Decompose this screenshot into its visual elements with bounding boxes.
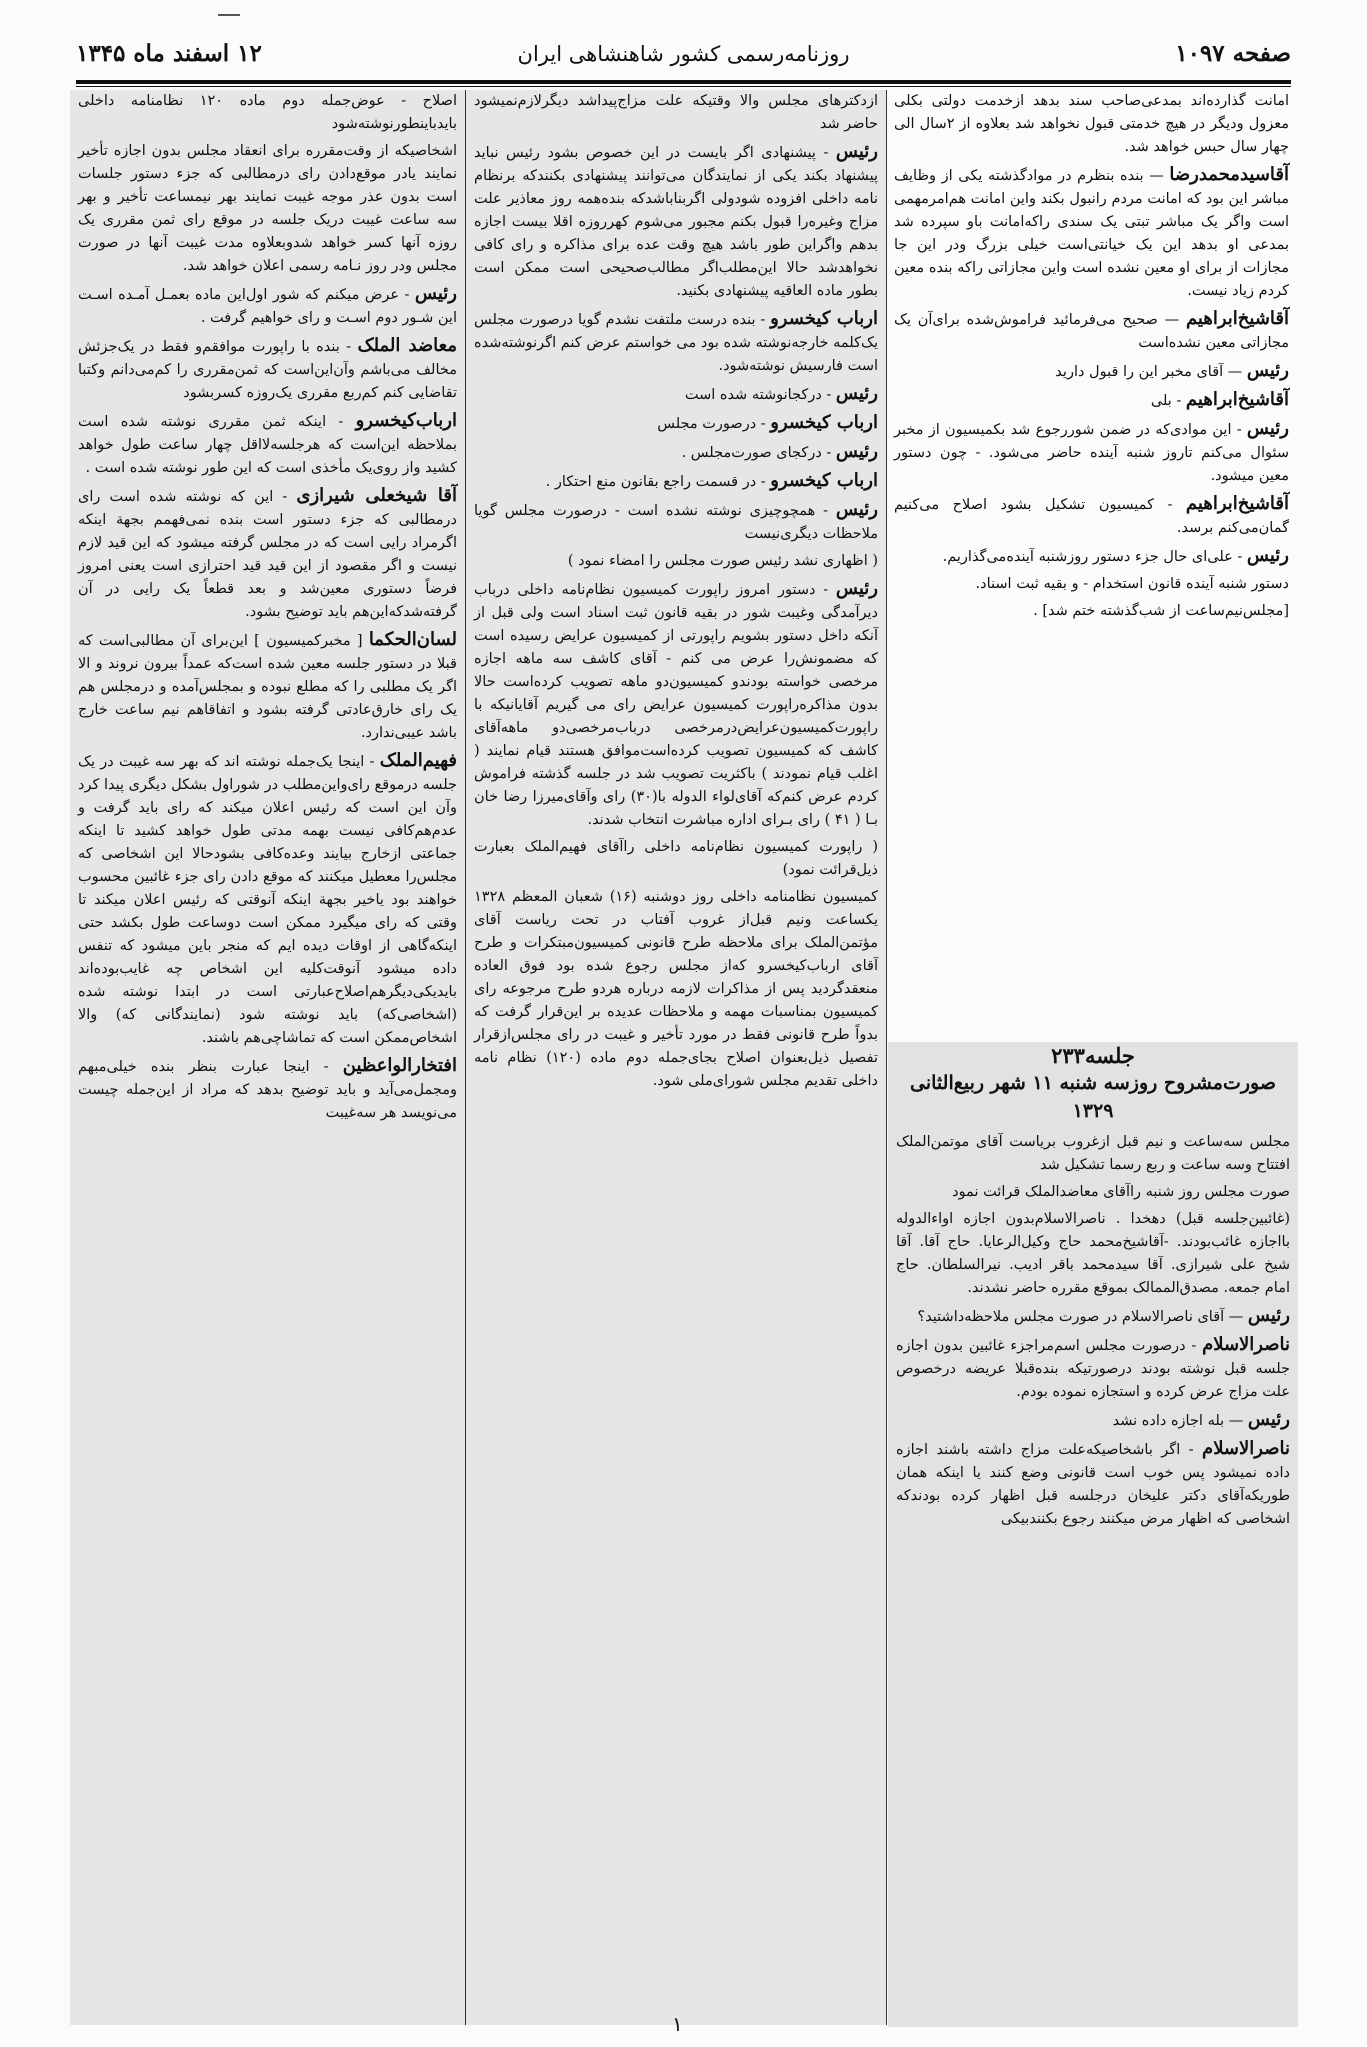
paragraph xyxy=(78,749,457,1050)
paragraph xyxy=(894,492,1289,540)
speaker-name: ناصرالاسلام xyxy=(1202,1438,1290,1459)
paragraph xyxy=(896,1304,1290,1329)
paragraph-text: اصلاح - عوض‌جمله دوم ماده ۱۲۰ نظامنامه داخلی بایدباینطورنوشته‌شود xyxy=(78,93,457,132)
paragraph-text: - دستور امروز راپورت کمیسیون نظام‌نامه داخلی درباب دیرآمدگی وغیبت شور در بقیه قانون ثبت اسناد است ولی قبل از آنکه داخل دستور بشویم راپورتی از کمیسیون عرایض رسیده است که مضمونش‌را عرض می کنم - آقای کاشف سه ماهه اجازه مرخصی خواسته بودندو کمیسیون‌دو ماهه تصویب کرده‌است حالا بدون مذاکره‌راپورت کمیسیون عرایض رای می گیریم آقایانیکه با راپورت‌کمیسیون‌عرایض‌درمرخصی درباب‌مرخصی‌دو ماهه‌آقای کاشف که کمیسیون تصویب کرده‌است‌موافق هستند قیام نمایند ( اغلب قیام نمودند ) باکثریت تصویب شد در جلسه گذشته فراموش کردم عرض کنم‌که آقای‌لواء الدوله با(۳۰) رای وآقای‌میرزا رضا خان بـا ( ۴۱ ) رای بـرای اداره مباشرت انتخاب شدند. xyxy=(474,582,878,828)
speaker-name: لسان‌الحکما xyxy=(368,629,457,650)
paragraph-text: صورت مجلس روز شنبه راآقای معاضدالملک قرائت نمود xyxy=(952,1184,1290,1200)
paragraph xyxy=(894,359,1289,384)
header-rule xyxy=(76,80,1291,84)
speaker-name: ارباب کیخسرو xyxy=(770,470,878,491)
paragraph xyxy=(474,836,878,882)
paragraph-text: - عرض میکنم که شور اول‌این ماده بعمـل آمـده اسـت این شـور دوم اسـت و رای خواهیم گرفت . xyxy=(78,287,457,326)
top-mark xyxy=(218,14,240,16)
speaker-name: رئیس xyxy=(1246,360,1289,381)
paragraph-text: — آقای ناصرالاسلام در صورت مجلس ملاحظه‌داشتید؟ xyxy=(917,1309,1244,1325)
paragraph-text: — بله اجازه داده نشد xyxy=(1112,1413,1244,1429)
speaker-name: رئیس xyxy=(1247,1305,1290,1326)
speaker-name: رئیس xyxy=(1247,1409,1290,1430)
header-rule-thin xyxy=(76,86,1291,87)
speaker-name: افتخارالواعظین xyxy=(342,1055,458,1076)
paragraph xyxy=(78,628,457,745)
paragraph-text: امانت گذارده‌اند بمدعی‌صاحب سند بدهد ازخدمت دولتی بکلی معزول ودیگر در هیچ خدمتی قبول نخواهد شد بعلاوه از ۲سال الی چهار سال حبس خواهد شد. xyxy=(894,93,1289,155)
newspaper-title: روزنامه‌رسمی کشور شاهنشاهی ایران xyxy=(517,42,850,66)
middle-column xyxy=(466,90,886,2025)
issue-date: ۱۲ اسفند ماه ۱۳۴۵ xyxy=(76,40,262,67)
paragraph-text: کمیسیون نظامنامه داخلی روز دوشنبه (۱۶) شعبان المعظم ۱۳۲۸ یکساعت ونیم قبل‌از غروب آفتاب در تحت ریاست آقای مؤتمن‌الملک برای ملاحظه طرح قانونی کمیسیون‌مبتکرات و طرح آقای ارباب‌کیخسرو که‌از مجلس رجوع شده بود فوق العاده منعقدگردید پس از مذاکرات لازمه درباره هردو طرح مرجوعه رای کمیسیون بمناسبات مهمه و ملاحظات عدیده بر این‌قرار گرفت که بدواً طرح قانونی فقط در مورد تأخیر و غیبت در رای مجلس‌ازقرار تفصیل ذیل‌بعنوان اصلاح بجای‌جمله دوم ماده (۱۲۰) نظام نامه داخلی تقدیم مجلس شورای‌ملی شود. xyxy=(474,889,878,1089)
paragraph xyxy=(896,1208,1290,1300)
speaker-name: آقا شیخعلی شیرازی xyxy=(296,485,458,506)
session-section xyxy=(888,1042,1298,2027)
paragraph-text: ( راپورت کمیسیون نظام‌نامه داخلی راآقای فهیم‌الملک بعبارت ذیل‌قرائت نمود) xyxy=(474,839,878,878)
paragraph-text: - در قسمت راجع بقانون منع احتکار . xyxy=(545,474,766,490)
paragraph-text: - پیشنهادی اگر بایست در این خصوص بشود رئیس نباید پیشنهاد بکند یکی از نمایندگان می‌توانند پیشنهادی بکنندکه برنظام نامه داخلی افزوده شودولی اگربناباشدکه بنده‌همه روز معاذیر علت مزاج وغیره‌را قبول بکنم مجبور می‌شوم کهرروزه اقلا بیست اجازه بدهم واگراین طور باشد هیچ وقت عده برای مذاکره و رای کافی نخواهدشد حالا این‌مطلب‌اگر مطالب‌صحیحی است ممکن است بطور ماده العاقیه پیشنهادی بکنید. xyxy=(474,145,878,299)
speaker-name: ارباب کیخسرو xyxy=(770,412,878,433)
paragraph xyxy=(894,163,1289,303)
paragraph-text: - بلی xyxy=(1150,393,1182,409)
session-text xyxy=(896,1131,1290,1531)
paragraph-text: (غائبین‌جلسه قبل) دهخدا . ناصرالاسلام‌بدون اجازه اواءالدوله بااجازه غائب‌بودند. -آقاشیخ‌محمد حاج وکیل‌الرعایا. حاج آقا. آقا شیخ علی شیرازی. آقا سیدمحمد باقر ادیب. نیرالسلطان. حاج امام جمعه. مصدق‌الممالک بموقع مقرره حاضر نشدند. xyxy=(896,1211,1290,1296)
speaker-name: آقاشیخ‌ابراهیم xyxy=(1185,493,1289,514)
paragraph-text: دستور شنبه آینده قانون استخدام - و بقیه ثبت اسناد. xyxy=(975,576,1289,592)
paragraph-text: - اگر باشخاصیکه‌علت مزاج داشته باشند اجازه داده نمیشود پس خوب است قانونی وضع کنند یا اینکه همان طوریکه‌آقای دکتر علیخان درجلسه قبل اظهار کرده بودند‌که اشخاصی که اظهار مرض میکنند رجوع بکنند‌بیکی xyxy=(896,1442,1290,1527)
speaker-name: رئیس xyxy=(835,441,878,462)
paragraph-text: ازدکترهای مجلس والا وقتیکه علت مزاج‌پیداشد دیگرلازم‌نمیشود حاضر شد xyxy=(474,93,878,132)
paragraph xyxy=(894,573,1289,596)
paragraph xyxy=(894,600,1289,623)
paragraph-text: - همچوچیزی نوشته نشده است - درصورت مجلس گویا ملاحظات دیگری‌نیست xyxy=(474,503,878,542)
middle-column-text xyxy=(474,90,878,1093)
page-header xyxy=(76,40,1291,78)
paragraph-text: [ مخبرکمیسیون ] این‌برای آن مطالبی‌است که قبلا در دستور جلسه معین شده است‌که عمداً بیرون نروند و الا اگر یک مطلبی را که مطلع نبوده و بمجلس‌آمده و درمجلس هم یک رای خارق‌عادتی گرفته بشود و اتفاقاهم نیم ساعت خارج باشد عیبی‌ندارد. xyxy=(78,633,457,741)
speaker-name: رئیس xyxy=(835,141,878,162)
speaker-name: رئیس xyxy=(835,499,879,520)
paragraph xyxy=(78,140,457,278)
paragraph-text: - اینجا عبارت بنظر بنده خیلی‌مبهم ومجمل‌می‌آید و باید توضیح بدهد که مراد از این‌جمله چیست می‌نویسد هر سه‌غیبت xyxy=(78,1059,457,1121)
speaker-name: ارباب‌کیخسرو xyxy=(355,410,457,431)
paragraph xyxy=(474,411,878,436)
paragraph-text: — صحیح می‌فرمائید فراموش‌شده برای‌آن یک مجازاتی معین نشده‌است xyxy=(894,312,1289,351)
paragraph xyxy=(474,440,878,465)
paragraph xyxy=(474,307,878,378)
paragraph-text: - درکجای صورت‌مجلس . xyxy=(681,445,832,461)
paragraph-text: — بنده بنظرم در موادگذشته یکی از وظایف مباشر این بود که امانت مردم رانبول بکند واین امانت هم‌امرمهمی است واگر یک مباشر تبتی یک سندی راکه‌امانت باو سپرده شد بمدعی او بدهد این یک خیانتی‌است خیلی بزرگ ودر این جا مجازات از برای او معین نشده است واین مجازاتی راکه بنده معین کردم زیاد نیست. xyxy=(894,168,1289,299)
speaker-name: رئیس xyxy=(835,383,878,404)
speaker-name: معاضد الملک xyxy=(357,335,457,356)
paragraph-text: اشخاصیکه از وقت‌مقرره برای انعقاد مجلس بدون اجازه تأخیر نمایند یادر موقع‌دادن رای درمطالبی که جزء دستور جلسات است بدون عذر موجه غیبت نمایند بهر نیمساعت تأخیر و بهر سه ساعت غیبت دریک جلسه در موقع رای ثمن مقرری یک روزه آنها کسر خواهد شدوبعلاوه مدت غیبت آنها در صورت مجلس ودر روز نـامه رسمی اعلان خواهد شد. xyxy=(78,143,457,274)
column-divider xyxy=(886,90,887,2025)
paragraph xyxy=(474,90,878,136)
paragraph xyxy=(894,417,1289,488)
right-column xyxy=(888,90,1295,1042)
paragraph-text: - کمیسیون تشکیل بشود اصلاح می‌کنیم گمان‌می‌کنم برسد. xyxy=(894,497,1289,536)
speaker-name: ارباب کیخسرو xyxy=(770,308,878,329)
paragraph-text: — آقای مخبر این را قبول دارید xyxy=(1055,364,1243,380)
speaker-name: رئیس xyxy=(1246,545,1289,566)
paragraph-text: - درصورت مجلس xyxy=(657,416,766,432)
paragraph-text: - این موادی‌که در ضمن شوررجوع شد بکمیسیون از مخبر سئوال می‌کنم تاروز شنبه آینده حاضر می‌شود. - چون دستور معین میشود. xyxy=(894,422,1289,484)
speaker-name: ناصرالاسلام xyxy=(1202,1334,1291,1355)
paragraph-text: - بنده با راپورت موافقم‌و فقط در یک‌جزئش مخالف می‌باشم وآن‌این‌است که ثمن‌مقرری را کم‌می‌دانم وکتبا تقاضایی کنم کم‌ربع مقرری یک‌روزه کسربشود xyxy=(78,339,457,401)
paragraph xyxy=(894,90,1289,159)
paragraph-text: - بنده درست ملتفت نشدم گویا درصورت مجلس یک‌کلمه خارجه‌نوشته شده بود می خواستم عرض کنم اگرنوشته‌شده است فارسیش نوشته‌شود. xyxy=(474,312,878,374)
paragraph xyxy=(896,1181,1290,1204)
paragraph-text: - علی‌ای حال جزء دستور روزشنبه آینده‌می‌گذاریم. xyxy=(942,549,1243,565)
paragraph xyxy=(474,140,878,303)
paragraph-text: [مجلس‌نیم‌ساعت از شب‌گذشته ختم شد] . xyxy=(1033,603,1289,619)
paragraph xyxy=(896,1408,1290,1433)
session-title: صورت‌مشروح روزسه شنبه ۱۱ شهر ربیع‌الثانی ۱۳۲۹ xyxy=(910,1072,1276,1122)
paragraph xyxy=(78,484,457,624)
paragraph xyxy=(78,1054,457,1125)
speaker-name: آقاشیخ‌ابراهیم xyxy=(1185,389,1289,410)
paragraph xyxy=(78,409,457,480)
speaker-name: رئیس xyxy=(1246,418,1289,439)
paragraph xyxy=(896,1437,1290,1531)
paragraph-text: - درصورت مجلس اسم‌مراجزء غائبین بدون اجازه جلسه قبل نوشته بودند درصورتیکه بنده‌قبلا عریضه درخصوص علت مزاج عرض کرده و استجازه نموده بودم. xyxy=(896,1338,1290,1400)
paragraph xyxy=(894,388,1289,413)
paragraph-text: - درکجانوشته شده است xyxy=(684,387,832,403)
left-column-text xyxy=(78,90,457,1125)
left-column xyxy=(70,90,465,2025)
speaker-name: فهیم‌الملک xyxy=(379,750,458,771)
speaker-name: رئیس xyxy=(414,283,458,304)
paragraph-text: - این که نوشته شده است رای درمطالبی که جزء دستور است بنده نمی‌فهمم بجهة اینکه اگرمراد رایی است که در مجلس گرفته میشود که این قید لازم نیست و اگر مقصود از این قید قید احترازی است یعنی امروز فرضاً دستوری معین‌شد و بعد قطعاً یک رایی در آن گرفته‌شدکه‌این‌هم باید توضیح بشود. xyxy=(78,489,457,620)
speaker-name: آقاشیخ‌ابراهیم xyxy=(1185,308,1290,329)
paragraph xyxy=(474,498,878,546)
paragraph xyxy=(896,1131,1290,1177)
paragraph-text: مجلس سه‌ساعت و نیم قبل ازغروب بریاست آقای موتمن‌الملک افتتاح وسه ساعت و ربع رسما تشکیل شد xyxy=(896,1134,1290,1173)
footer-page-number: ۱ xyxy=(672,2012,683,2036)
paragraph xyxy=(474,382,878,407)
paragraph-text: - اینجا یک‌جمله نوشته اند که بهر سه غیبت در یک جلسه درموقع رای‌واین‌مطلب در شورا‌ول بشکل دیگری پیدا کرد وآن این است که رئیس اعلان میکند که رای باید گرفت و عدم‌هم‌کافی نیست بهمه مدتی طول خواهد کشید تا اینکه جماعتی ازخارج بیایند وعده‌کافی بشودحالا این اشخاصی که مجلس‌را معطیل میکنند که موقع دادن رای جزء غائبین محسوب خواهند بود یاخیر بجهة اینکه آنوقتی که رئیس اعلان میکند تا وقتی که رای میگیرد ممکن است دوساعت طول بکشد حتی اینکه‌گاهی از اوقات دیده ایم که منجر باین میشود که تنفس داده میشود آنوقت‌کلیه این اشخاص چه غایب‌بوده‌اند باید‌یکی‌دیگرهم‌اصلاح‌عبارتی است در ابتدا نوشته شده (اشخاصی‌که) باید نوشته شود (نمایندگانی که) والا اشخاص‌ممکن است که تماشاچی‌هم باشند. xyxy=(78,754,457,1046)
session-number: جلسه۲۳۳ xyxy=(1051,1043,1135,1068)
right-column-text xyxy=(894,90,1289,623)
paragraph xyxy=(894,307,1289,355)
paragraph xyxy=(78,282,457,330)
paragraph-text: ( اظهاری نشد رئیس صورت مجلس را امضاء نمود ) xyxy=(567,553,878,569)
speaker-name: آقاسیدمحمدرضا xyxy=(1169,164,1290,185)
paragraph-text: - اینکه ثمن مقرری نوشته شده است بملاحظه این‌است که هرجلسه‌لااقل چهار ساعت طول خواهد کشید واز روی‌یک مأخذی است که این طور نوشته شده است . xyxy=(78,414,457,476)
paragraph xyxy=(474,886,878,1093)
paragraph xyxy=(896,1333,1290,1404)
paragraph xyxy=(894,544,1289,569)
paragraph xyxy=(78,90,457,136)
paragraph xyxy=(474,469,878,494)
paragraph xyxy=(474,550,878,573)
paragraph xyxy=(78,334,457,405)
speaker-name: رئیس xyxy=(835,578,879,599)
paragraph xyxy=(474,577,878,832)
page-number-label: صفحه ۱۰۹۷ xyxy=(1175,40,1291,67)
